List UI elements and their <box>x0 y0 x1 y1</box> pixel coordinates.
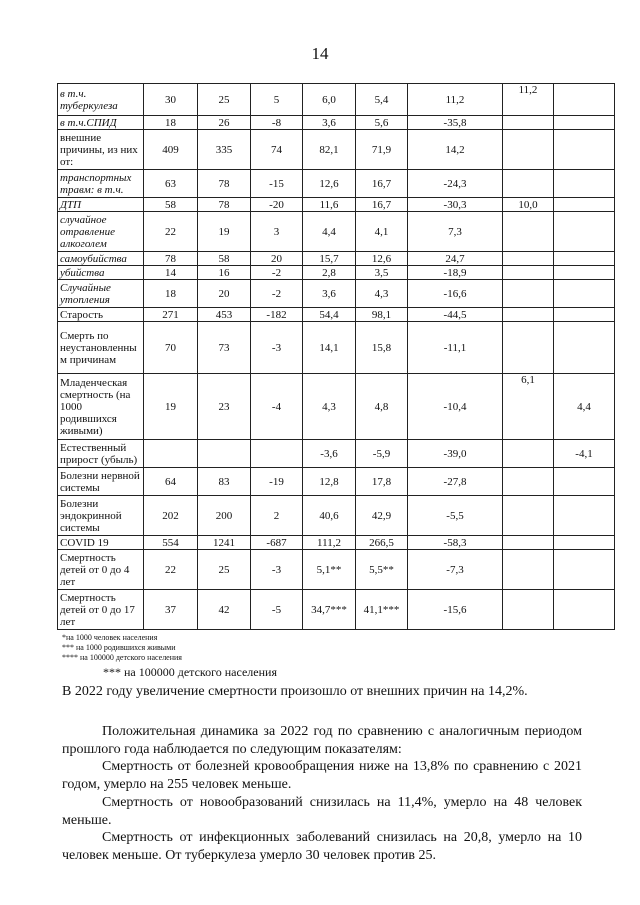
table-cell: 22 <box>144 212 198 252</box>
table-cell: -3,6 <box>303 440 356 468</box>
table-cell: -10,4 <box>408 374 503 440</box>
table-row <box>58 170 615 198</box>
table-cell: 98,1 <box>356 308 408 322</box>
table-cell: 78 <box>198 170 251 198</box>
table-cell: -20 <box>251 198 303 212</box>
table-cell: 78 <box>198 198 251 212</box>
table-row <box>58 198 615 212</box>
table-cell <box>554 308 615 322</box>
table-cell: 16 <box>198 266 251 280</box>
table-cell: 11,6 <box>303 198 356 212</box>
table-row <box>58 468 615 496</box>
table-cell: 20 <box>198 280 251 308</box>
row-label: Смертность детей от 0 до 4 лет <box>58 550 144 590</box>
table-cell <box>503 590 554 630</box>
table-cell: 4,8 <box>356 374 408 440</box>
table-cell <box>554 322 615 374</box>
table-cell: 70 <box>144 322 198 374</box>
table-cell: 453 <box>198 308 251 322</box>
row-label: в т.ч. туберкулеза <box>58 84 144 116</box>
table-cell: -30,3 <box>408 198 503 212</box>
table-row <box>58 212 615 252</box>
paragraph: Смертность от болезней кровообращения ниже на 13,8% по сравнению с 2021 годом, умерло на 255 человек меньше. <box>62 759 582 792</box>
table-cell: 271 <box>144 308 198 322</box>
table-cell <box>554 252 615 266</box>
table-cell <box>251 440 303 468</box>
table-cell <box>554 170 615 198</box>
table-cell: 12,8 <box>303 468 356 496</box>
table-cell: -35,8 <box>408 116 503 130</box>
table-cell <box>554 130 615 170</box>
table-cell <box>503 130 554 170</box>
row-label: ДТП <box>58 198 144 212</box>
table-cell: 4,3 <box>303 374 356 440</box>
table-cell: 25 <box>198 84 251 116</box>
table-cell: -2 <box>251 266 303 280</box>
table-cell <box>503 280 554 308</box>
table-cell: 18 <box>144 116 198 130</box>
table-cell: 7,3 <box>408 212 503 252</box>
row-label: внешние причины, из них от: <box>58 130 144 170</box>
table-cell: 15,8 <box>356 322 408 374</box>
table-cell: 71,9 <box>356 130 408 170</box>
table-cell: 4,4 <box>554 374 615 440</box>
table-cell: -182 <box>251 308 303 322</box>
table-cell <box>503 212 554 252</box>
table-cell: 58 <box>198 252 251 266</box>
table-cell: 18 <box>144 280 198 308</box>
table-cell: 4,1 <box>356 212 408 252</box>
table-cell: 5 <box>251 84 303 116</box>
table-cell <box>554 590 615 630</box>
table-row <box>58 374 615 440</box>
table-cell: 22 <box>144 550 198 590</box>
table-cell: 3,6 <box>303 116 356 130</box>
table-cell: 12,6 <box>303 170 356 198</box>
table-cell: -687 <box>251 536 303 550</box>
table-cell: 30 <box>144 84 198 116</box>
table-row <box>58 266 615 280</box>
table-cell: 54,4 <box>303 308 356 322</box>
table-cell: 41,1*** <box>356 590 408 630</box>
table-cell: 78 <box>144 252 198 266</box>
table-cell: 6,1 <box>503 374 554 440</box>
table-cell: 202 <box>144 496 198 536</box>
table-cell <box>503 536 554 550</box>
table-cell: -24,3 <box>408 170 503 198</box>
table-cell: 6,0 <box>303 84 356 116</box>
table-cell: -5,5 <box>408 496 503 536</box>
paragraph: В 2022 году увеличение смертности произошло от внешних причин на 14,2%. <box>62 684 528 699</box>
table-cell: 64 <box>144 468 198 496</box>
table-cell <box>198 440 251 468</box>
page-number: 14 <box>311 44 329 63</box>
paragraph: Положительная динамика за 2022 год по сравнению с аналогичным периодом прошлого года наблюдается по следующим показателям: <box>62 724 582 757</box>
table-cell: 12,6 <box>356 252 408 266</box>
table-cell: -16,6 <box>408 280 503 308</box>
table-cell: -3 <box>251 322 303 374</box>
table-cell: 16,7 <box>356 170 408 198</box>
table-cell <box>503 468 554 496</box>
table-cell: -58,3 <box>408 536 503 550</box>
table-cell: 5,6 <box>356 116 408 130</box>
table-row <box>58 308 615 322</box>
table-cell: 3 <box>251 212 303 252</box>
row-label: Случайные утопления <box>58 280 144 308</box>
paragraph: Смертность от инфекционных заболеваний снизилась на 20,8, умерло на 10 человек меньше. От туберкулеза умерло 30 человек против 25. <box>62 830 582 863</box>
row-label: в т.ч.СПИД <box>58 116 144 130</box>
table-cell: 554 <box>144 536 198 550</box>
table-cell: 4,4 <box>303 212 356 252</box>
table-cell <box>503 440 554 468</box>
table-cell <box>554 116 615 130</box>
table-cell: 11,2 <box>408 84 503 116</box>
table-cell <box>554 536 615 550</box>
table-cell: -7,3 <box>408 550 503 590</box>
table-cell: -15 <box>251 170 303 198</box>
table-cell: -5 <box>251 590 303 630</box>
table-cell: 14,1 <box>303 322 356 374</box>
table-cell <box>144 440 198 468</box>
table-cell: 25 <box>198 550 251 590</box>
row-label: Смертность детей от 0 до 17 лет <box>58 590 144 630</box>
table-cell: 3,5 <box>356 266 408 280</box>
table-cell: 4,3 <box>356 280 408 308</box>
row-label: убийства <box>58 266 144 280</box>
table-cell <box>554 198 615 212</box>
table-cell: 24,7 <box>408 252 503 266</box>
table-cell: 37 <box>144 590 198 630</box>
row-label: Болезни эндокринной системы <box>58 496 144 536</box>
table-cell: 73 <box>198 322 251 374</box>
table-cell: -39,0 <box>408 440 503 468</box>
row-label: транспортных травм: в т.ч. <box>58 170 144 198</box>
row-label: Смерть по неустановленны м причинам <box>58 322 144 374</box>
table-cell: -19 <box>251 468 303 496</box>
table-cell <box>554 496 615 536</box>
table-row <box>58 84 615 116</box>
table-cell: 3,6 <box>303 280 356 308</box>
table-row <box>58 590 615 630</box>
table-cell: -3 <box>251 550 303 590</box>
paragraph: Смертность от новообразований снизилась на 11,4%, умерло на 48 человек меньше. <box>62 795 582 828</box>
footnote: *** на 1000 родившихся живыми <box>62 643 176 652</box>
table-cell: 200 <box>198 496 251 536</box>
table-cell: 5,5** <box>356 550 408 590</box>
table-cell <box>554 266 615 280</box>
table-cell <box>554 280 615 308</box>
table-cell: 42,9 <box>356 496 408 536</box>
table-cell: -2 <box>251 280 303 308</box>
table-cell <box>503 170 554 198</box>
table-cell: -8 <box>251 116 303 130</box>
table-cell: 14,2 <box>408 130 503 170</box>
table-cell <box>503 266 554 280</box>
row-label: Болезни нервной системы <box>58 468 144 496</box>
table-row <box>58 550 615 590</box>
table-row <box>58 322 615 374</box>
row-label: самоубийства <box>58 252 144 266</box>
mortality-table <box>57 83 615 630</box>
table-cell <box>503 116 554 130</box>
table-cell: 63 <box>144 170 198 198</box>
table-cell: 74 <box>251 130 303 170</box>
table-cell: -4,1 <box>554 440 615 468</box>
table-cell: -15,6 <box>408 590 503 630</box>
table-row <box>58 252 615 266</box>
table-cell: 83 <box>198 468 251 496</box>
table-cell <box>554 468 615 496</box>
table-cell <box>554 550 615 590</box>
table-cell: 5,1** <box>303 550 356 590</box>
footnote: **** на 100000 детского населения <box>62 653 182 662</box>
table-cell: -4 <box>251 374 303 440</box>
table-cell: 16,7 <box>356 198 408 212</box>
table-cell <box>503 550 554 590</box>
table-row <box>58 440 615 468</box>
table-cell: 23 <box>198 374 251 440</box>
row-label: Естественный прирост (убыль) <box>58 440 144 468</box>
table-cell: 26 <box>198 116 251 130</box>
table-row <box>58 116 615 130</box>
table-cell: 17,8 <box>356 468 408 496</box>
table-cell <box>503 322 554 374</box>
table-cell: 19 <box>198 212 251 252</box>
footnotes <box>62 633 182 663</box>
table-row <box>58 130 615 170</box>
row-label: Старость <box>58 308 144 322</box>
row-label: случайное отравление алкоголем <box>58 212 144 252</box>
table-cell: -18,9 <box>408 266 503 280</box>
table-cell: 14 <box>144 266 198 280</box>
footnote-large: *** на 100000 детского населения <box>103 665 277 679</box>
table-cell: 409 <box>144 130 198 170</box>
table-cell: -27,8 <box>408 468 503 496</box>
table-row <box>58 536 615 550</box>
table-cell: 2 <box>251 496 303 536</box>
table-cell: 11,2 <box>503 84 554 116</box>
table-cell: 10,0 <box>503 198 554 212</box>
table-cell: -11,1 <box>408 322 503 374</box>
table-cell: 2,8 <box>303 266 356 280</box>
table-cell: 19 <box>144 374 198 440</box>
table-cell: 82,1 <box>303 130 356 170</box>
table-cell: 335 <box>198 130 251 170</box>
table-cell: 42 <box>198 590 251 630</box>
row-label: Младенческая смертность (на 1000 родившихся живыми) <box>58 374 144 440</box>
table-cell <box>503 496 554 536</box>
table-cell <box>554 84 615 116</box>
table-cell <box>503 308 554 322</box>
row-label: COVID 19 <box>58 536 144 550</box>
table-cell <box>503 252 554 266</box>
table-cell: 1241 <box>198 536 251 550</box>
table-cell: 5,4 <box>356 84 408 116</box>
table-cell: -5,9 <box>356 440 408 468</box>
table-cell: 58 <box>144 198 198 212</box>
table-cell: 34,7*** <box>303 590 356 630</box>
table-cell: 20 <box>251 252 303 266</box>
table-cell: -44,5 <box>408 308 503 322</box>
table-cell <box>554 212 615 252</box>
table-row <box>58 280 615 308</box>
table-row <box>58 496 615 536</box>
table-cell: 40,6 <box>303 496 356 536</box>
table-cell: 111,2 <box>303 536 356 550</box>
footnote: *на 1000 человек населения <box>62 633 158 642</box>
table-cell: 266,5 <box>356 536 408 550</box>
table-cell: 15,7 <box>303 252 356 266</box>
